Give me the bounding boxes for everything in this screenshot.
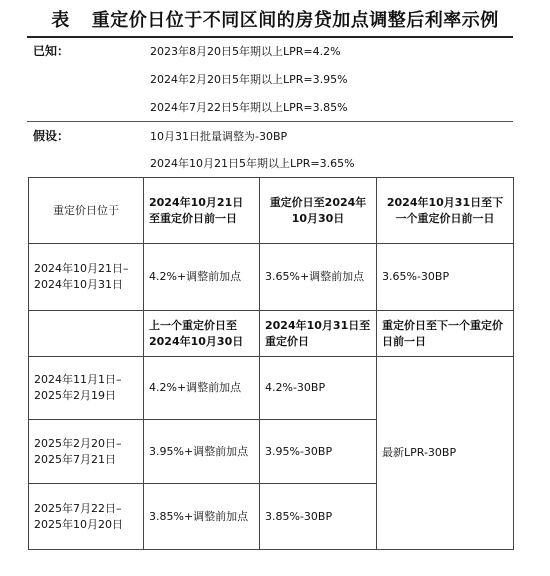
period-cell: 2024年11月1日–2025年2月19日 <box>29 357 144 420</box>
period-cell: 2025年2月20日–2025年7月21日 <box>29 420 144 484</box>
merged-rate-cell: 最新LPR-30BP <box>377 357 514 550</box>
header-cell: 重定价日至2024年10月30日 <box>260 178 377 244</box>
assume-line-2: 2024年10月21日5年期以上LPR=3.65% <box>150 157 355 170</box>
rate-cell: 4.2%+调整前加点 <box>144 244 260 311</box>
section-rule <box>27 121 513 122</box>
title-text: 重定价日位于不同区间的房贷加点调整后利率示例 <box>91 10 499 31</box>
top-rule <box>27 36 513 38</box>
rate-cell: 3.95%+调整前加点 <box>144 420 260 484</box>
header-cell: 2024年10月31日至重定价日 <box>260 311 377 357</box>
known-line-1: 2023年8月20日5年期以上LPR=4.2% <box>150 45 341 58</box>
period-cell: 2025年7月22日–2025年10月20日 <box>29 484 144 550</box>
assume-label: 假设： <box>33 129 70 143</box>
header-cell: 2024年10月21日至重定价日前一日 <box>144 178 260 244</box>
header-cell: 2024年10月31日至下一个重定价日前一日 <box>377 178 514 244</box>
rate-table <box>28 177 514 550</box>
known-line-3: 2024年7月22日5年期以上LPR=3.85% <box>150 101 348 114</box>
table-header-row-2 <box>29 311 514 357</box>
header-cell: 上一个重定价日至2024年10月30日 <box>144 311 260 357</box>
page-title <box>0 6 550 32</box>
header-cell: 重定价日位于 <box>29 178 144 244</box>
table-row <box>29 357 514 420</box>
assume-line-1: 10月31日批量调整为-30BP <box>150 130 288 143</box>
rate-cell: 3.95%-30BP <box>260 420 377 484</box>
rate-cell: 3.85%-30BP <box>260 484 377 550</box>
rate-cell: 4.2%+调整前加点 <box>144 357 260 420</box>
known-label: 已知： <box>33 44 70 58</box>
header-cell-empty <box>29 311 144 357</box>
title-tag: 表 <box>51 10 70 31</box>
table-header-row-1 <box>29 178 514 244</box>
table-row <box>29 244 514 311</box>
rate-cell: 3.65%+调整前加点 <box>260 244 377 311</box>
rate-cell: 3.85%+调整前加点 <box>144 484 260 550</box>
rate-cell: 4.2%-30BP <box>260 357 377 420</box>
header-cell: 重定价日至下一个重定价日前一日 <box>377 311 514 357</box>
period-cell: 2024年10月21日–2024年10月31日 <box>29 244 144 311</box>
rate-cell: 3.65%-30BP <box>377 244 514 311</box>
known-line-2: 2024年2月20日5年期以上LPR=3.95% <box>150 73 348 86</box>
